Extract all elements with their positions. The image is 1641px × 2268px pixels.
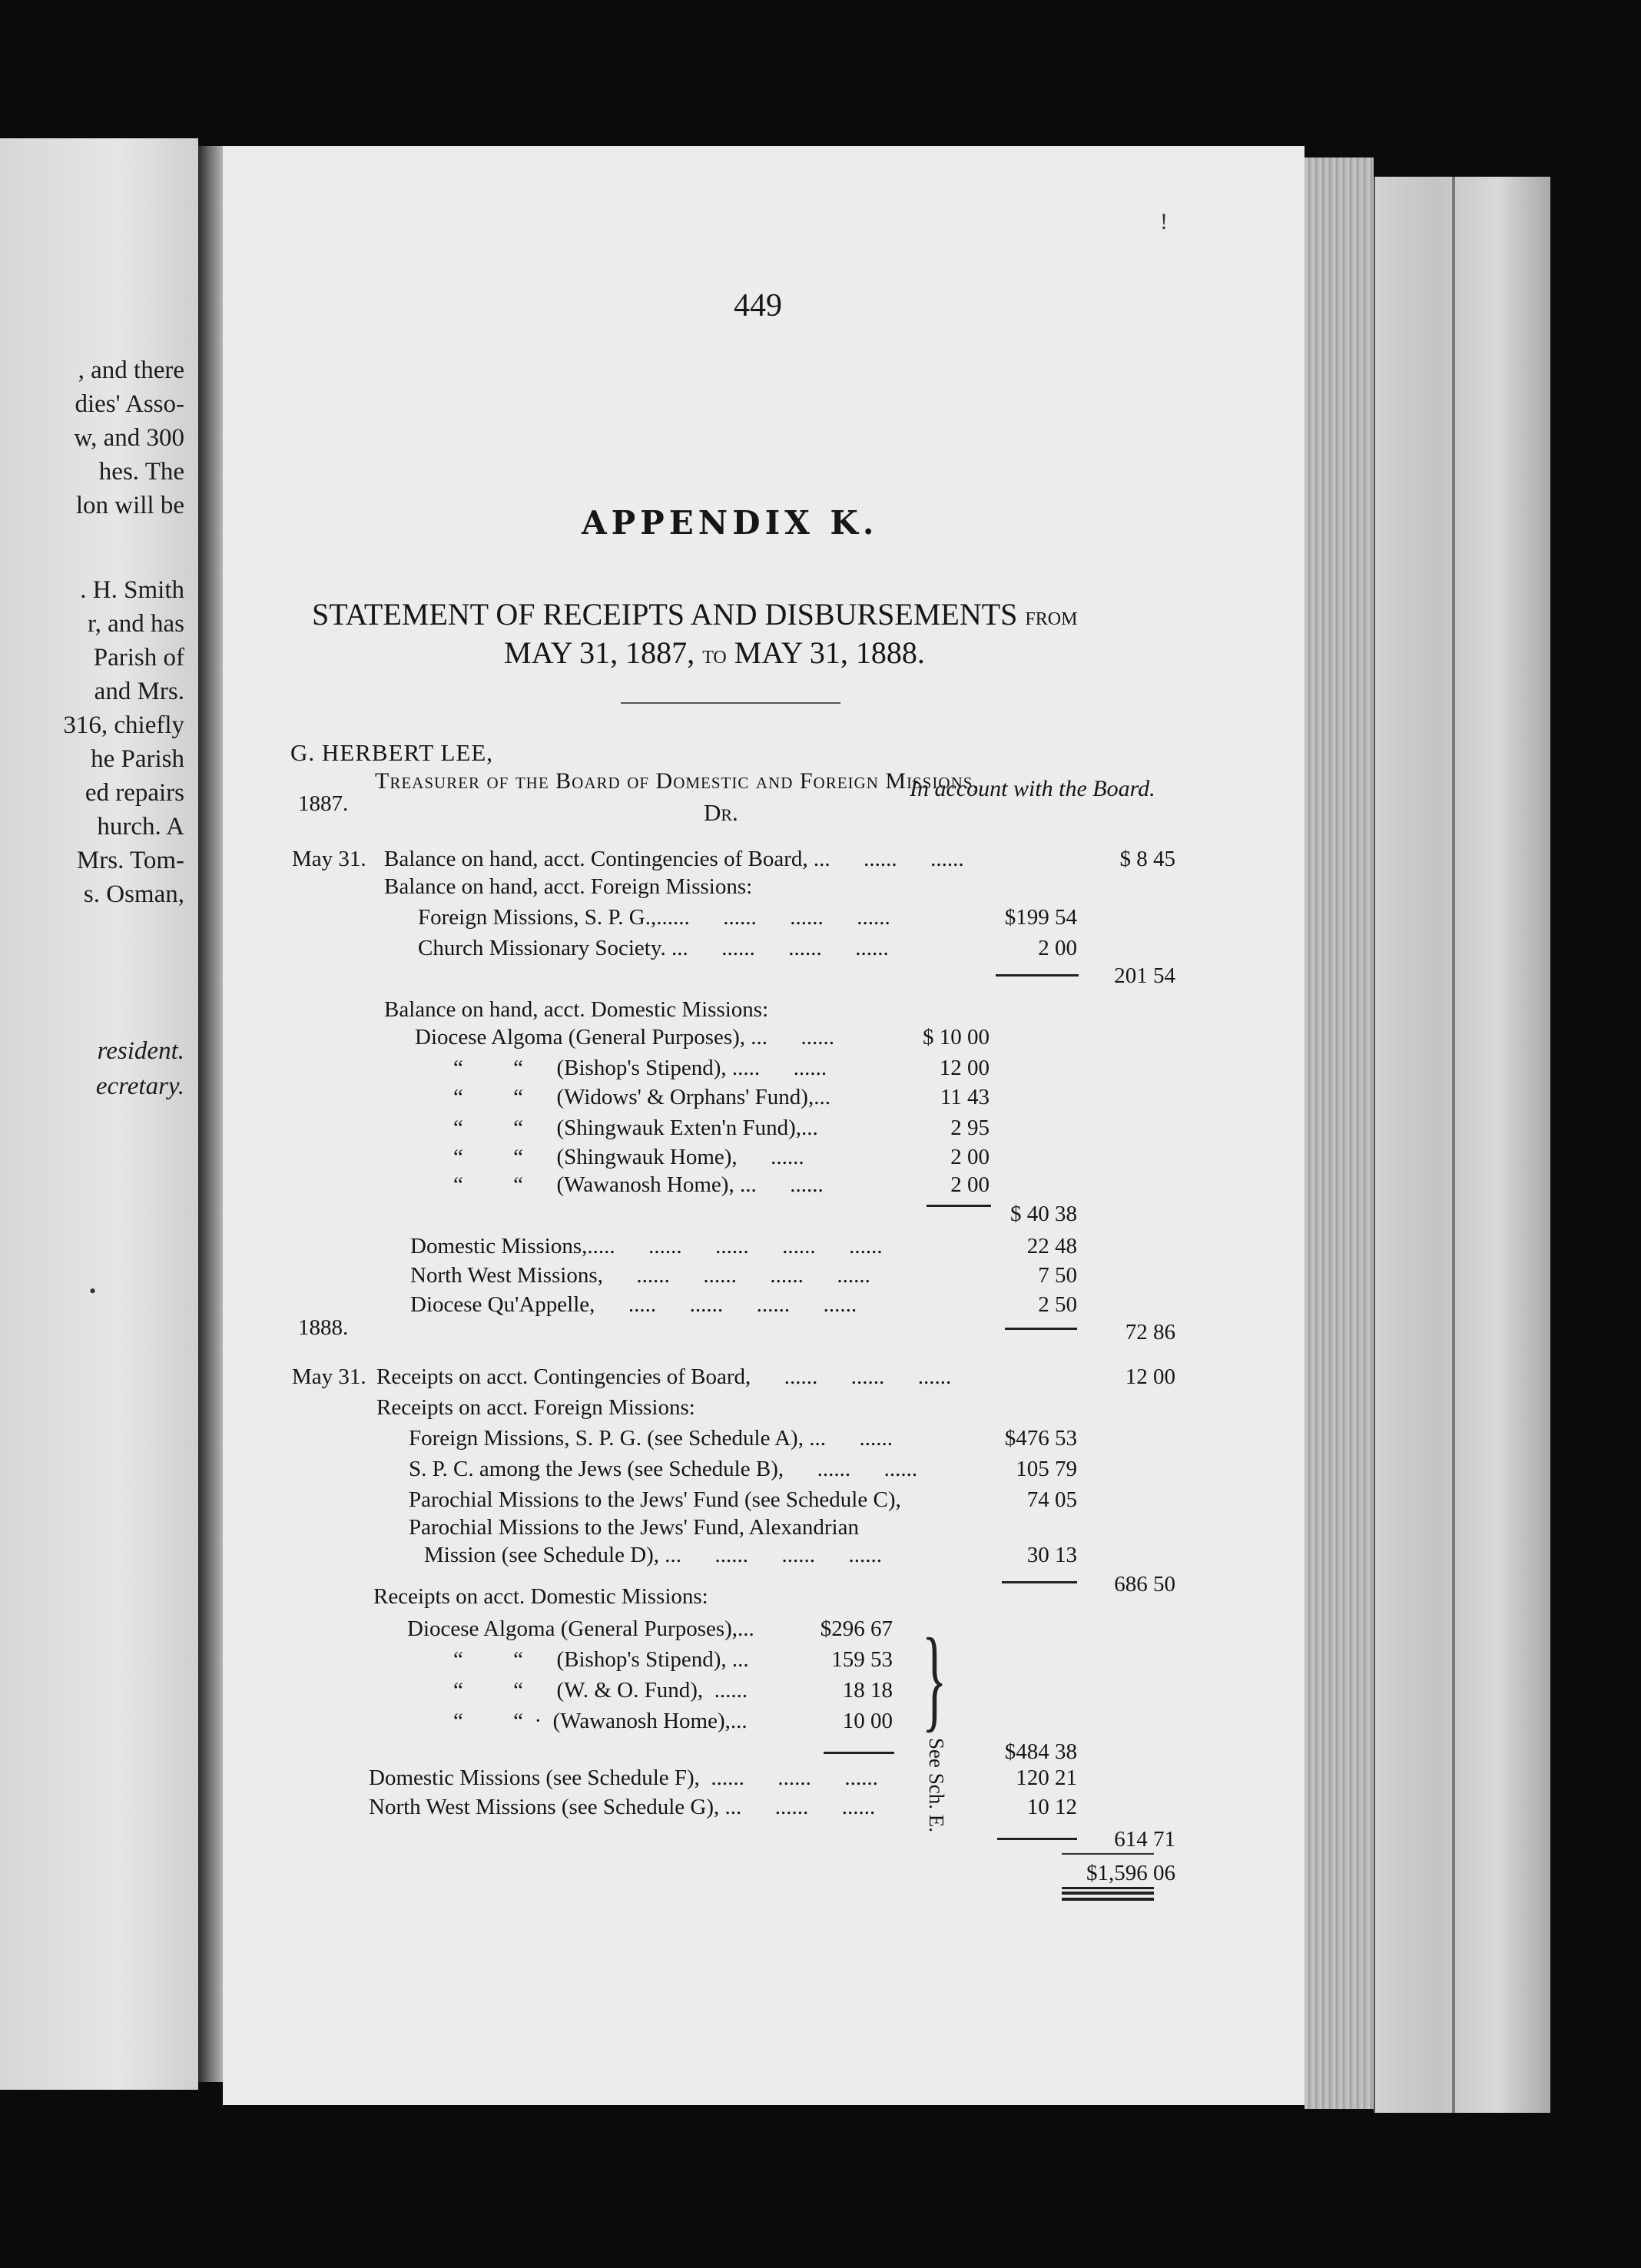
entry-label: Domestic Missions,..... ...... ...... ...... ...... — [410, 1234, 883, 1258]
entry-amount: 2 00 — [1038, 936, 1077, 960]
entry-amount: 614 71 — [1114, 1827, 1175, 1852]
title-date-end: MAY 31, 1888. — [734, 635, 925, 670]
entry-amount: 2 00 — [950, 1172, 990, 1197]
entry-amount: 10 12 — [1026, 1795, 1077, 1819]
page-stack-edge — [1305, 158, 1374, 2109]
entry-amount: 22 48 — [1026, 1234, 1077, 1258]
title-small-caps: to — [702, 641, 727, 669]
entry-label: S. P. C. among the Jews (see Schedule B), ...... ...... — [409, 1457, 918, 1481]
entry-amount: 2 95 — [950, 1116, 990, 1140]
entry-amount: 120 21 — [1016, 1766, 1077, 1790]
ledger-rule — [997, 1838, 1077, 1840]
entry-amount: 11 43 — [940, 1085, 990, 1109]
debit-heading: Dr. — [704, 799, 738, 826]
entry-amount: $296 67 — [820, 1616, 893, 1641]
entry-label: Diocese Algoma (General Purposes),... — [407, 1616, 754, 1641]
left-text-line: dies' Asso- — [75, 390, 184, 418]
entry-label: Foreign Missions, S. P. G.,...... ...... ...... ...... — [418, 905, 890, 930]
entry-amount: 74 05 — [1026, 1487, 1077, 1512]
entry-label: Diocese Algoma (General Purposes), ... ...... — [415, 1025, 835, 1049]
left-text-line: Mrs. Tom- — [76, 847, 184, 874]
entry-amount: 10 00 — [842, 1709, 893, 1733]
ledger-rule — [1062, 1853, 1154, 1855]
entry-label: North West Missions, ...... ...... ...... ...... — [410, 1263, 870, 1288]
book-gutter — [198, 146, 224, 2082]
title-text: STATEMENT OF RECEIPTS AND DISBURSEMENTS — [312, 597, 1018, 632]
entry-label: “ “ (Widows' & Orphans' Fund),... — [453, 1085, 830, 1109]
treasurer-office: Treasurer of the Board of Domestic and Foreign Missions, — [375, 768, 980, 794]
entry-amount: 105 79 — [1016, 1457, 1077, 1481]
entry-label: North West Missions (see Schedule G), ... ...... ...... — [369, 1795, 876, 1819]
entry-amount: 12 00 — [939, 1056, 990, 1080]
entry-label: Receipts on acct. Contingencies of Board, ...... ...... ...... — [376, 1364, 952, 1389]
ledger-rule — [1002, 1581, 1077, 1583]
entry-amount: $1,596 06 — [1086, 1861, 1175, 1885]
entry-amount: $476 53 — [1004, 1426, 1077, 1451]
title-rule — [621, 702, 840, 704]
entry-label: Foreign Missions, S. P. G. (see Schedule A), ... ...... — [409, 1426, 893, 1451]
ledger-rule — [1062, 1887, 1154, 1889]
statement-title-line-1 — [312, 596, 1077, 632]
entry-amount: 2 00 — [950, 1145, 990, 1169]
schedule-brace: } — [922, 1615, 947, 1742]
left-text-line: r, and has — [87, 610, 184, 638]
entry-amount: $ 40 38 — [1010, 1202, 1077, 1226]
left-text-line: hes. The — [98, 458, 184, 486]
entry-amount: 2 50 — [1038, 1292, 1077, 1317]
entry-label: “ “ (Shingwauk Exten'n Fund),... — [453, 1116, 818, 1140]
entry-label: Balance on hand, acct. Domestic Missions: — [384, 997, 769, 1022]
entry-amount: 18 18 — [842, 1678, 893, 1703]
entry-label: Receipts on acct. Foreign Missions: — [376, 1395, 695, 1420]
entry-date: May 31. — [292, 1364, 366, 1389]
entry-label: “ “ (Bishop's Stipend), ..... ...... — [453, 1056, 827, 1080]
entry-amount: 7 50 — [1038, 1263, 1077, 1288]
left-text-line: w, and 300 — [74, 424, 184, 452]
entry-amount: $199 54 — [1004, 905, 1077, 930]
entry-label: Parochial Missions to the Jews' Fund, Alexandrian — [409, 1515, 859, 1540]
see-schedule-note: See Sch. E. — [925, 1738, 948, 1832]
ledger-rule — [996, 974, 1079, 976]
entry-date: May 31. — [292, 847, 366, 871]
entry-amount: $ 10 00 — [923, 1025, 990, 1049]
year-label: 1888. — [298, 1315, 349, 1340]
title-small-caps: from — [1025, 602, 1078, 631]
entry-label: Mission (see Schedule D), ... ...... ...... ...... — [424, 1543, 883, 1567]
entry-label: Diocese Qu'Appelle, ..... ...... ...... ...... — [410, 1292, 857, 1317]
left-text-line: lon will be — [75, 492, 184, 519]
entry-amount: 30 13 — [1026, 1543, 1077, 1567]
cover-board-edge — [1374, 177, 1550, 2113]
entry-amount: 12 00 — [1125, 1364, 1175, 1389]
entry-label: Balance on hand, acct. Foreign Missions: — [384, 874, 753, 899]
entry-label: Parochial Missions to the Jews' Fund (see Schedule C), — [409, 1487, 901, 1512]
left-text-line: s. Osman, — [83, 880, 184, 908]
left-italic-line: ecretary. — [95, 1073, 184, 1100]
entry-label: Balance on hand, acct. Contingencies of Board, ... ...... ...... — [384, 847, 964, 871]
title-date-start: MAY 31, 1887, — [504, 635, 695, 670]
year-label: 1887. — [298, 791, 349, 816]
entry-label: “ “ · (Wawanosh Home),... — [453, 1709, 748, 1733]
ledger-rule — [824, 1752, 894, 1754]
left-text-line: Parish of — [93, 644, 184, 671]
entry-amount: 72 86 — [1125, 1320, 1175, 1345]
left-text-line: hurch. A — [97, 813, 184, 841]
entry-amount: 159 53 — [831, 1647, 893, 1672]
entry-amount: $ 8 45 — [1119, 847, 1175, 871]
statement-title-line-2 — [504, 635, 925, 671]
left-text-line: 316, chiefly — [63, 711, 184, 739]
entry-amount: 686 50 — [1114, 1572, 1175, 1597]
entry-label: “ “ (Shingwauk Home), ...... — [453, 1145, 804, 1169]
entry-label: “ “ (Wawanosh Home), ... ...... — [453, 1172, 824, 1197]
total-double-rule — [1062, 1892, 1154, 1901]
appendix-heading: APPENDIX K. — [582, 504, 879, 542]
left-text-line: . H. Smith — [80, 576, 184, 604]
entry-amount: $484 38 — [1004, 1739, 1077, 1764]
left-text-line: , and there — [78, 356, 184, 384]
treasurer-name: G. HERBERT LEE, — [290, 739, 493, 766]
left-text-line: ed repairs — [85, 779, 184, 807]
entry-label: “ “ (Bishop's Stipend), ... — [453, 1647, 749, 1672]
page-number: 449 — [734, 288, 782, 323]
ledger-rule — [927, 1205, 991, 1207]
ink-mark: ǃ — [1160, 209, 1168, 234]
entry-amount: 201 54 — [1114, 963, 1175, 988]
entry-label: Church Missionary Society. ... ...... ...... ...... — [418, 936, 889, 960]
left-text-line: and Mrs. — [94, 678, 184, 705]
entry-label: Receipts on acct. Domestic Missions: — [373, 1584, 708, 1609]
ink-speck: • — [89, 1280, 97, 1302]
entry-label: Domestic Missions (see Schedule F), ...... ...... ...... — [369, 1766, 878, 1790]
facing-page — [0, 138, 198, 2090]
left-italic-line: resident. — [97, 1037, 184, 1065]
ledger-rule — [1005, 1328, 1077, 1330]
account-note: In account with the Board. — [910, 776, 1155, 801]
left-text-line: he Parish — [91, 745, 184, 773]
entry-label: “ “ (W. & O. Fund), ...... — [453, 1678, 748, 1703]
